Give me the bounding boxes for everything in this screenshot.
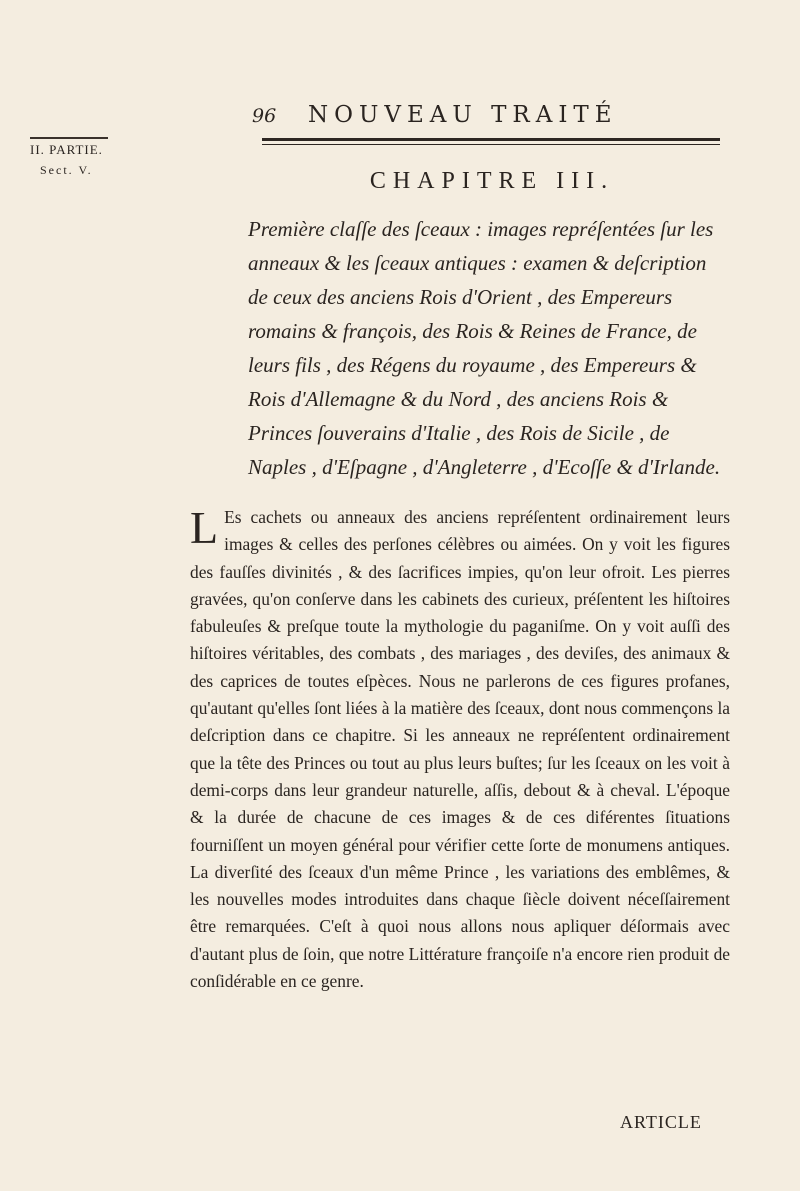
chapter-summary: Première claſſe des ſceaux : images repréſentées ſur les anneaux & les ſceaux antiques : examen & deſcription de ceux des anciens Rois d'Orient , des Empereurs romains & françois, des Rois & Reines de France, de leurs fils , des Régens du royaume , des Empereurs & Rois d'Allemagne & du Nord , des anciens Rois & Princes ſouverains d'Italie , des Rois de Sicile , de Naples , d'Eſpagne , d'Angleterre , d'Ecoſſe & d'Irlande.: [248, 217, 721, 479]
page-number: 96: [252, 105, 277, 127]
drop-cap: L: [190, 502, 219, 553]
header-rule: [262, 138, 720, 145]
side-note-rule: [30, 137, 108, 139]
running-head: [252, 102, 682, 128]
running-title: NOUVEAU TRAITÉ: [308, 102, 618, 128]
catchword: ARTICLE: [620, 1112, 702, 1132]
side-note-section: Sect. V.: [40, 163, 93, 177]
body-paragraph: [190, 504, 730, 995]
chapter-title: CHAPITRE III.: [369, 168, 615, 194]
body-text: Es cachets ou anneaux des anciens repréſentent ordinairement leurs images & celles des perſones célèbres ou aimées. On y voit les figures des fauſſes divinités , & des ſacrifices impies, qu'on leur ofroit. Les pierres gravées, qu'on conſerve dans les cabinets des curieux, préſentent les hiſtoires fabuleuſes & preſque toute la mythologie du paganiſme. On y voit auſſi des hiſtoires véritables, des combats , des mariages , des deviſes, des animaux & des caprices de toutes eſpèces. Nous ne parlerons de ces figures profanes, qu'autant qu'elles ſont liées à la matière des ſceaux, dont nous commençons la deſcription dans ce chapitre. Si les anneaux ne repréſentent ordinairement que la tête des Princes ou tout au plus leurs buſtes; ſur les ſceaux on les voit à demi-corps dans leur grandeur naturelle, aſſis, debout & à cheval. L'époque & la durée de chacune de ces images & de ces diférentes ſituations fourniſſent un moyen général pour vérifier cette ſorte de monumens antiques. La diverſité des ſceaux d'un même Prince , les variations des emblêmes, & les nouvelles modes introduites dans chaque ſiècle doivent néceſſairement être remarquées. C'eſt à quoi nous allons nous apliquer déſormais avec d'autant plus de ſoin, que notre Littérature françoiſe n'a encore rien produit de conſidérable en ce genre.: [190, 507, 730, 992]
side-note: [30, 140, 103, 180]
side-note-part: II. PARTIE.: [30, 142, 103, 157]
